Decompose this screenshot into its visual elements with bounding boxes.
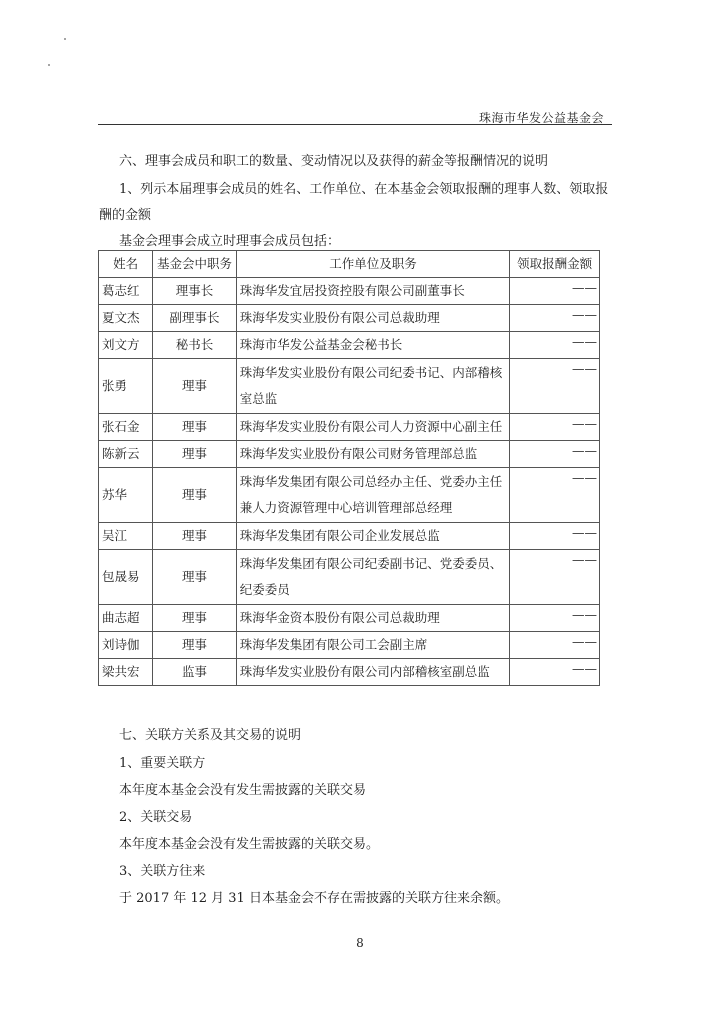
member-role: 理事 [153,441,237,468]
member-role: 理事 [153,605,237,632]
table-row [99,659,600,686]
member-role: 理事 [153,468,237,523]
table-row [99,632,600,659]
table-row [99,550,600,605]
member-name: 梁共宏 [99,659,153,686]
table-row [99,278,600,305]
table-row [99,332,600,359]
member-pay: —— [510,414,600,441]
member-unit: 珠海华发实业股份有限公司纪委书记、内部稽核室总监 [236,359,509,414]
table-header-row [99,251,600,278]
header-pay: 领取报酬金额 [510,251,600,278]
member-pay: —— [510,332,600,359]
member-pay: —— [510,305,600,332]
member-role: 副理事长 [153,305,237,332]
table-row [99,468,600,523]
member-name: 张石金 [99,414,153,441]
member-role: 理事 [153,414,237,441]
table-row [99,414,600,441]
section7-title: 七、关联方关系及其交易的说明 [119,728,302,743]
member-role: 理事长 [153,278,237,305]
member-unit: 珠海华发宜居投资控股有限公司副董事长 [236,278,509,305]
section7-sub3-heading: 3、关联方往来 [119,864,206,879]
header-rule [98,124,612,125]
section7-sub1-text: 本年度本基金会没有发生需披露的关联交易 [119,783,367,798]
member-pay: —— [510,441,600,468]
member-unit: 珠海华发实业股份有限公司人力资源中心副主任 [236,414,509,441]
member-pay: —— [510,632,600,659]
member-unit: 珠海华发实业股份有限公司财务管理部总监 [236,441,509,468]
header-role: 基金会中职务 [153,251,237,278]
member-name: 张勇 [99,359,153,414]
table-row [99,441,600,468]
table-row [99,605,600,632]
header-name: 姓名 [99,251,153,278]
member-unit: 珠海华发集团有限公司总经办主任、党委办主任兼人力资源管理中心培训管理部总经理 [236,468,509,523]
member-role: 理事 [153,359,237,414]
member-pay: —— [510,278,600,305]
member-name: 陈新云 [99,441,153,468]
member-name: 葛志红 [99,278,153,305]
scan-speck [64,38,66,40]
scan-speck [48,64,50,66]
member-unit: 珠海华发实业股份有限公司内部稽核室副总监 [236,659,509,686]
member-name: 刘文方 [99,332,153,359]
member-role: 理事 [153,550,237,605]
member-pay: —— [510,605,600,632]
member-unit: 珠海华发集团有限公司工会副主席 [236,632,509,659]
table-row [99,359,600,414]
board-intro: 基金会理事会成立时理事会成员包括： [119,234,341,249]
member-name: 苏华 [99,468,153,523]
member-pay: —— [510,659,600,686]
member-unit: 珠海华发实业股份有限公司总裁助理 [236,305,509,332]
header-unit: 工作单位及职务 [236,251,509,278]
member-name: 包晟易 [99,550,153,605]
member-pay: —— [510,359,600,414]
member-role: 理事 [153,632,237,659]
member-unit: 珠海华发集团有限公司纪委副书记、党委委员、纪委委员 [236,550,509,605]
section7-sub1-heading: 1、重要关联方 [119,756,206,771]
table-row [99,305,600,332]
section6-item1-line1: 1、列示本届理事会成员的姓名、工作单位、在本基金会领取报酬的理事人数、领取报 [119,182,609,197]
table-row [99,523,600,550]
member-role: 秘书长 [153,332,237,359]
member-unit: 珠海市华发公益基金会秘书长 [236,332,509,359]
member-pay: —— [510,523,600,550]
member-name: 夏文杰 [99,305,153,332]
section7-sub2-heading: 2、关联交易 [119,810,193,825]
section7-sub3-text: 于 2017 年 12 月 31 日本基金会不存在需披露的关联方往来余额。 [119,891,509,906]
section6-title: 六、理事会成员和职工的数量、变动情况以及获得的薪金等报酬情况的说明 [119,154,549,169]
member-role: 理事 [153,523,237,550]
member-pay: —— [510,468,600,523]
member-name: 刘诗伽 [99,632,153,659]
member-name: 吴江 [99,523,153,550]
header-organization: 珠海市华发公益基金会 [478,111,604,125]
section6-item1-line2: 酬的金额 [99,208,152,223]
member-pay: —— [510,550,600,605]
member-unit: 珠海华发集团有限公司企业发展总监 [236,523,509,550]
member-role: 监事 [153,659,237,686]
board-members-table [98,250,600,686]
page-number: 8 [356,936,364,950]
member-name: 曲志超 [99,605,153,632]
member-unit: 珠海华金资本股份有限公司总裁助理 [236,605,509,632]
section7-sub2-text: 本年度本基金会没有发生需披露的关联交易。 [119,837,380,852]
